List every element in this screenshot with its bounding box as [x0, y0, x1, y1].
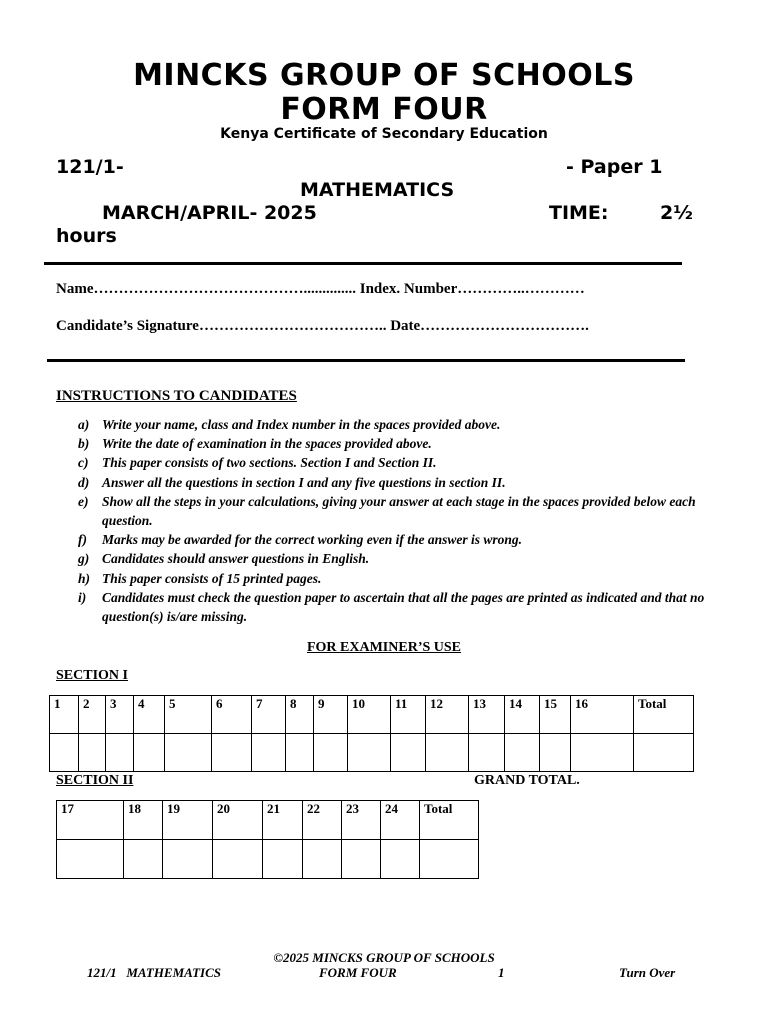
section-2-score-row [57, 840, 479, 879]
question-number: 7 [252, 696, 286, 734]
question-number: 10 [348, 696, 391, 734]
score-cell[interactable] [286, 734, 314, 772]
instruction-item: h) This paper consists of 15 printed pages. [78, 570, 322, 586]
question-number: 21 [263, 801, 303, 840]
total-header: Total [634, 696, 694, 734]
question-number: 23 [342, 801, 381, 840]
question-number: 9 [314, 696, 348, 734]
score-cell[interactable] [540, 734, 571, 772]
question-number: 6 [212, 696, 252, 734]
total-cell[interactable] [634, 734, 694, 772]
question-number: 14 [505, 696, 540, 734]
paper-number: - Paper 1 [566, 156, 663, 178]
footer-page-number: 1 [498, 965, 505, 980]
score-cell[interactable] [252, 734, 286, 772]
instruction-item: a) Write your name, class and Index number in the spaces provided above. [78, 417, 501, 432]
question-number: 15 [540, 696, 571, 734]
score-cell[interactable] [57, 840, 124, 879]
section-2-label: SECTION II [56, 773, 134, 788]
score-cell[interactable] [124, 840, 163, 879]
score-cell[interactable] [165, 734, 212, 772]
question-number: 16 [571, 696, 634, 734]
time-label: TIME: [549, 202, 609, 224]
score-cell[interactable] [571, 734, 634, 772]
footer-code-subject: 121/1 MATHEMATICS [87, 965, 222, 980]
score-cell[interactable] [163, 840, 213, 879]
instruction-item: c) This paper consists of two sections. Section I and Section II. [78, 455, 437, 471]
score-cell[interactable] [348, 734, 391, 772]
instruction-item: b) Write the date of examination in the spaces provided above. [78, 436, 432, 452]
score-cell[interactable] [505, 734, 540, 772]
question-number: 12 [426, 696, 469, 734]
certificate-subtitle: Kenya Certificate of Secondary Education [220, 126, 548, 142]
instruction-item: d) Answer all the questions in section I and any five questions in section II. [78, 474, 506, 490]
question-number: 1 [50, 696, 79, 734]
question-number: 11 [391, 696, 426, 734]
top-divider [44, 262, 682, 265]
grand-total-label: GRAND TOTAL. [474, 773, 580, 788]
name-index-field[interactable]: Name…………………………………….............. Index. Number…………..………… [56, 281, 585, 297]
question-number: 24 [381, 801, 420, 840]
subject-title: MATHEMATICS [300, 179, 455, 201]
instruction-item: i) Candidates must check the question paper to ascertain that all the pages are printed as indicated and that no question(s) is/are missing. [78, 589, 705, 625]
footer-copyright: ©2025 MINCKS GROUP OF SCHOOLS [273, 950, 495, 965]
score-cell[interactable] [426, 734, 469, 772]
score-cell[interactable] [263, 840, 303, 879]
exam-date: MARCH/APRIL- 2025 [102, 202, 317, 224]
score-cell[interactable] [469, 734, 505, 772]
instructions-list [78, 415, 718, 626]
section-1-label: SECTION I [56, 668, 128, 683]
section-1-score-row [50, 734, 694, 772]
footer-form: FORM FOUR [319, 965, 397, 980]
section-2-header-row [57, 801, 479, 840]
score-cell[interactable] [314, 734, 348, 772]
score-cell[interactable] [391, 734, 426, 772]
section-1-marks-table [49, 695, 694, 772]
score-cell[interactable] [134, 734, 165, 772]
form-title: FORM FOUR [280, 92, 488, 127]
paper-code: 121/1- [56, 156, 124, 178]
question-number: 18 [124, 801, 163, 840]
signature-date-field[interactable]: Candidate’s Signature……………………………….. Date……………………………. [56, 318, 589, 334]
section-1-header-row [50, 696, 694, 734]
examiner-heading: FOR EXAMINER’S USE [306, 640, 461, 655]
question-number: 13 [469, 696, 505, 734]
instruction-item: e) Show all the steps in your calculations, giving your answer at each stage in the spaces provided below each question. [78, 493, 696, 529]
instruction-item: f) Marks may be awarded for the correct working even if the answer is wrong. [78, 532, 523, 548]
score-cell[interactable] [79, 734, 106, 772]
question-number: 3 [106, 696, 134, 734]
question-number: 20 [213, 801, 263, 840]
score-cell[interactable] [381, 840, 420, 879]
question-number: 2 [79, 696, 106, 734]
question-number: 17 [57, 801, 124, 840]
question-number: 19 [163, 801, 213, 840]
total-header: Total [420, 801, 479, 840]
bottom-divider [47, 359, 685, 362]
question-number: 4 [134, 696, 165, 734]
score-cell[interactable] [342, 840, 381, 879]
school-title: MINCKS GROUP OF SCHOOLS [133, 58, 635, 93]
score-cell[interactable] [50, 734, 79, 772]
footer-turn-over: Turn Over [619, 965, 676, 980]
section-2-marks-table [56, 800, 479, 879]
question-number: 5 [165, 696, 212, 734]
score-cell[interactable] [106, 734, 134, 772]
total-cell[interactable] [420, 840, 479, 879]
score-cell[interactable] [213, 840, 263, 879]
instructions-heading: INSTRUCTIONS TO CANDIDATES [56, 388, 297, 404]
instruction-item: g) Candidates should answer questions in English. [78, 551, 370, 567]
question-number: 8 [286, 696, 314, 734]
time-unit: hours [56, 225, 117, 247]
score-cell[interactable] [303, 840, 342, 879]
time-value: 2½ [660, 202, 693, 224]
score-cell[interactable] [212, 734, 252, 772]
question-number: 22 [303, 801, 342, 840]
